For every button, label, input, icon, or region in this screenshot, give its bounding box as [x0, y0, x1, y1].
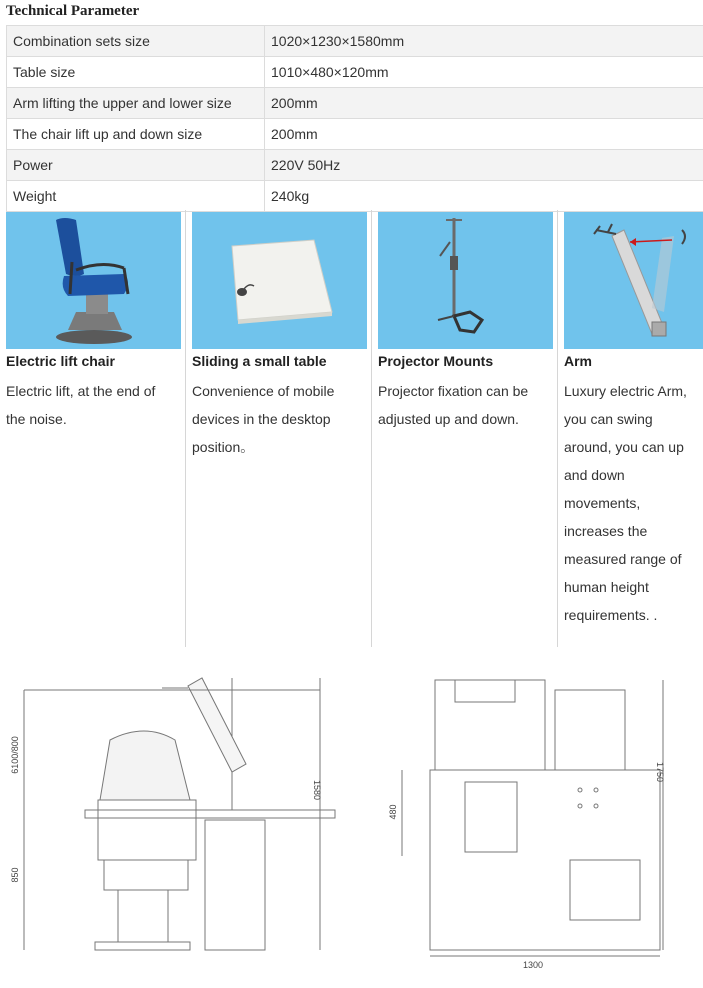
param-label: Combination sets size [7, 26, 265, 57]
param-value: 200mm [265, 88, 703, 119]
feature-title: Electric lift chair [6, 353, 115, 369]
param-value: 1020×1230×1580mm [265, 26, 703, 57]
feature-title: Arm [564, 353, 593, 369]
table-row [7, 181, 703, 212]
feature-desc: Electric lift, at the end of the noise. [6, 383, 156, 427]
table-row [7, 88, 703, 119]
param-label: Table size [7, 57, 265, 88]
param-label: Weight [7, 181, 265, 212]
param-label: Power [7, 150, 265, 181]
table-row [7, 150, 703, 181]
technical-drawings [0, 660, 703, 980]
dim-label-side-height: 1580 [312, 779, 322, 801]
table-row [7, 57, 703, 88]
chair-photo-icon [6, 212, 181, 349]
parameter-table [6, 25, 703, 212]
feature-desc: Luxury electric Arm, you can swing around, you can up and down movements, increases the measured range of human height requirements. . [564, 383, 687, 623]
dim-label-side-lower: 850 [10, 867, 20, 883]
param-value: 1010×480×120mm [265, 57, 703, 88]
table-photo-icon [192, 212, 367, 349]
dim-label-top-depth: 480 [388, 804, 398, 820]
table-row [7, 26, 703, 57]
dim-label-side-upper: 6100/800 [10, 736, 20, 774]
feature-title: Sliding a small table [192, 353, 327, 369]
feature-electric-chair [0, 210, 186, 647]
projector-mount-photo-icon [378, 212, 553, 349]
feature-projector-mounts [372, 210, 558, 647]
dimension-drawing-svg [0, 660, 703, 980]
table-row [7, 119, 703, 150]
feature-title: Projector Mounts [378, 353, 494, 369]
dim-label-top-width: 1300 [522, 960, 544, 970]
arm-photo-icon [564, 212, 703, 349]
param-value: 240kg [265, 181, 703, 212]
feature-arm [558, 210, 703, 647]
feature-desc: Convenience of mobile devices in the desktop position。 [192, 383, 335, 455]
param-label: Arm lifting the upper and lower size [7, 88, 265, 119]
feature-desc: Projector fixation can be adjusted up and down. [378, 383, 529, 427]
section-title: Technical Parameter [6, 3, 140, 19]
dim-label-top-height: 1750 [655, 761, 665, 783]
feature-sliding-table [186, 210, 372, 647]
param-label: The chair lift up and down size [7, 119, 265, 150]
param-value: 200mm [265, 119, 703, 150]
param-value: 220V 50Hz [265, 150, 703, 181]
feature-grid [0, 210, 703, 647]
